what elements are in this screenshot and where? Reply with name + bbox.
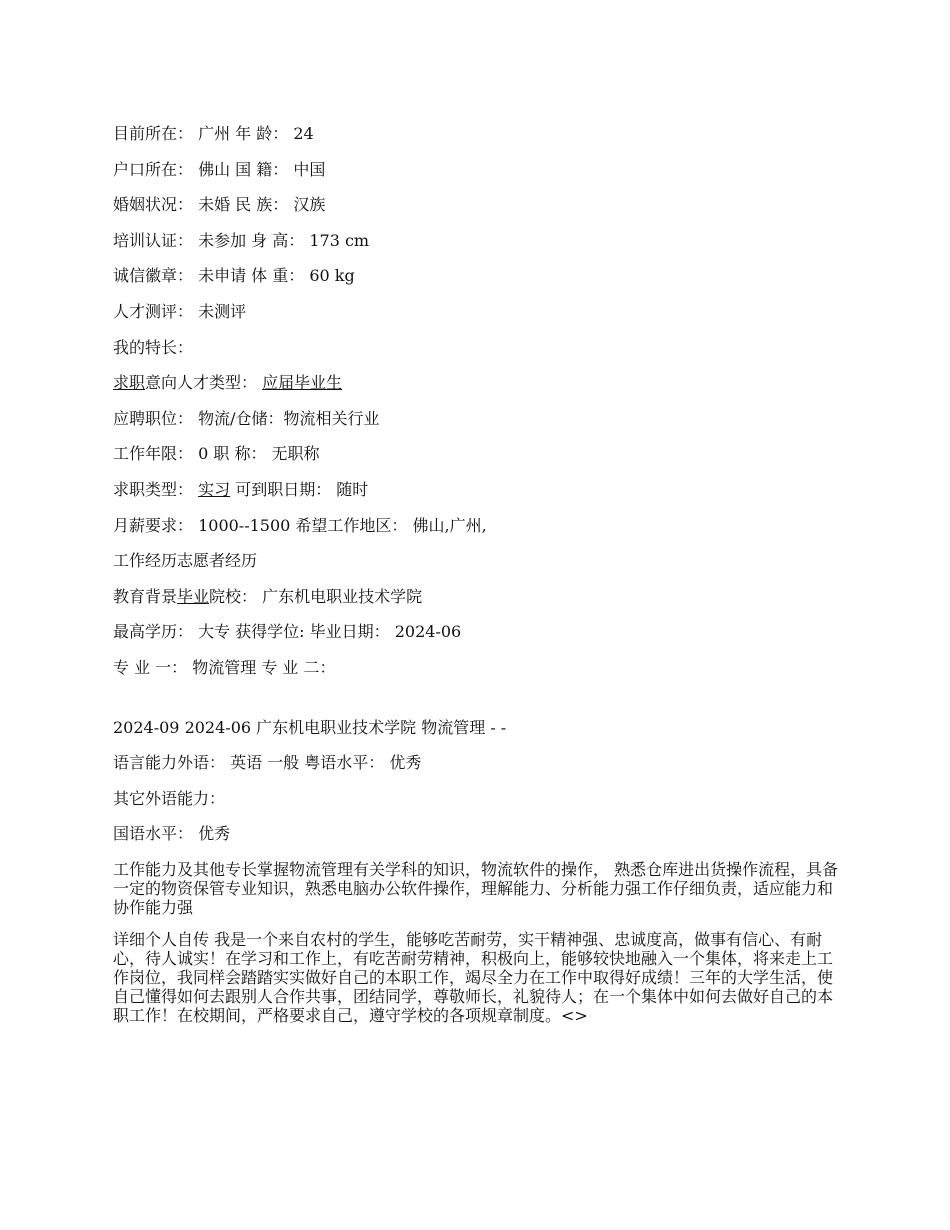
education-line (113, 587, 843, 607)
degree-line: 最高学历： 大专 获得学位: 毕业日期： 2024-06 (113, 622, 462, 642)
autobiography-paragraph: 详细个人自传 我是一个来自农村的学生，能够吃苦耐劳，实干精神强、忠诚度高，做事有信心、有耐心，待人诚实！在学习和工作上，有吃苦耐劳精神，积极向上，能够较快地融入一个集体，将来走上工作岗位，我同样会踏踏实实做好自己的本职工作，竭尽全力在工作中取得好成绩！三年的大学生活，使自己懂得如何去跟别人合作共事，团结同学，尊敬师长，礼貌待人；在一个集体中如何去做好自己的本职工作！在校期间，严格要求自己，遵守学校的各项规章制度。<> (113, 929, 834, 1025)
graduate-link[interactable]: 应届毕业生 (262, 373, 343, 393)
work-experience-heading: 工作经历志愿者经历 (113, 551, 258, 571)
education-label: 教育背景 (113, 586, 178, 606)
salary-line: 月薪要求： 1000--1500 希望工作地区： 佛山,广州, (113, 515, 487, 535)
education-history-line: 2024-09 2024-06 广东机电职业技术学院 物流管理 - - (113, 717, 507, 737)
marital-status-line: 婚姻状况： 未婚 民 族： 汉族 (113, 195, 326, 215)
other-language-line: 其它外语能力： (113, 788, 226, 808)
integrity-badge-line: 诚信徽章： 未申请 体 重： 60 kg (113, 266, 355, 286)
mandarin-line: 国语水平： 优秀 (113, 824, 231, 844)
specialty-line: 我的特长： (113, 337, 194, 357)
certification-line: 培训认证： 未参加 身 高： 173 cm (113, 230, 370, 250)
position-line: 应聘职位： 物流/仓储：物流相关行业 (113, 408, 380, 428)
hukou-line: 户口所在： 佛山 国 籍： 中国 (113, 159, 326, 179)
internship-link[interactable]: 实习 (198, 479, 231, 499)
availability-text: 可到职日期： 随时 (235, 479, 369, 499)
skills-paragraph: 工作能力及其他专长掌握物流管理有关学科的知识，物流软件的操作， 熟悉仓库进出货操作流程，具备一定的物资保管专业知识，熟悉电脑办公软件操作，理解能力、分析能力强工作仔细负责，适应能力和协作能力强 (113, 859, 839, 917)
talent-assessment-line: 人才测评： 未测评 (113, 301, 247, 321)
job-seeking-link[interactable]: 求职 (113, 373, 146, 393)
job-type-label: 求职类型： (113, 479, 194, 499)
language-line: 语言能力外语： 英语 一般 粤语水平： 优秀 (113, 753, 422, 773)
job-type-line (113, 480, 843, 500)
major-line: 专 业 一： 物流管理 专 业 二： (113, 657, 336, 677)
work-years-line: 工作年限： 0 职 称： 无职称 (113, 444, 320, 464)
current-location-line: 目前所在： 广州 年 龄： 24 (113, 124, 314, 143)
intent-label: 意向人才类型： (145, 373, 258, 393)
resume-document (113, 124, 843, 1038)
school-text: 院校： 广东机电职业技术学院 (209, 586, 423, 606)
graduation-link[interactable]: 毕业 (177, 586, 210, 606)
job-intent-line (113, 373, 843, 393)
